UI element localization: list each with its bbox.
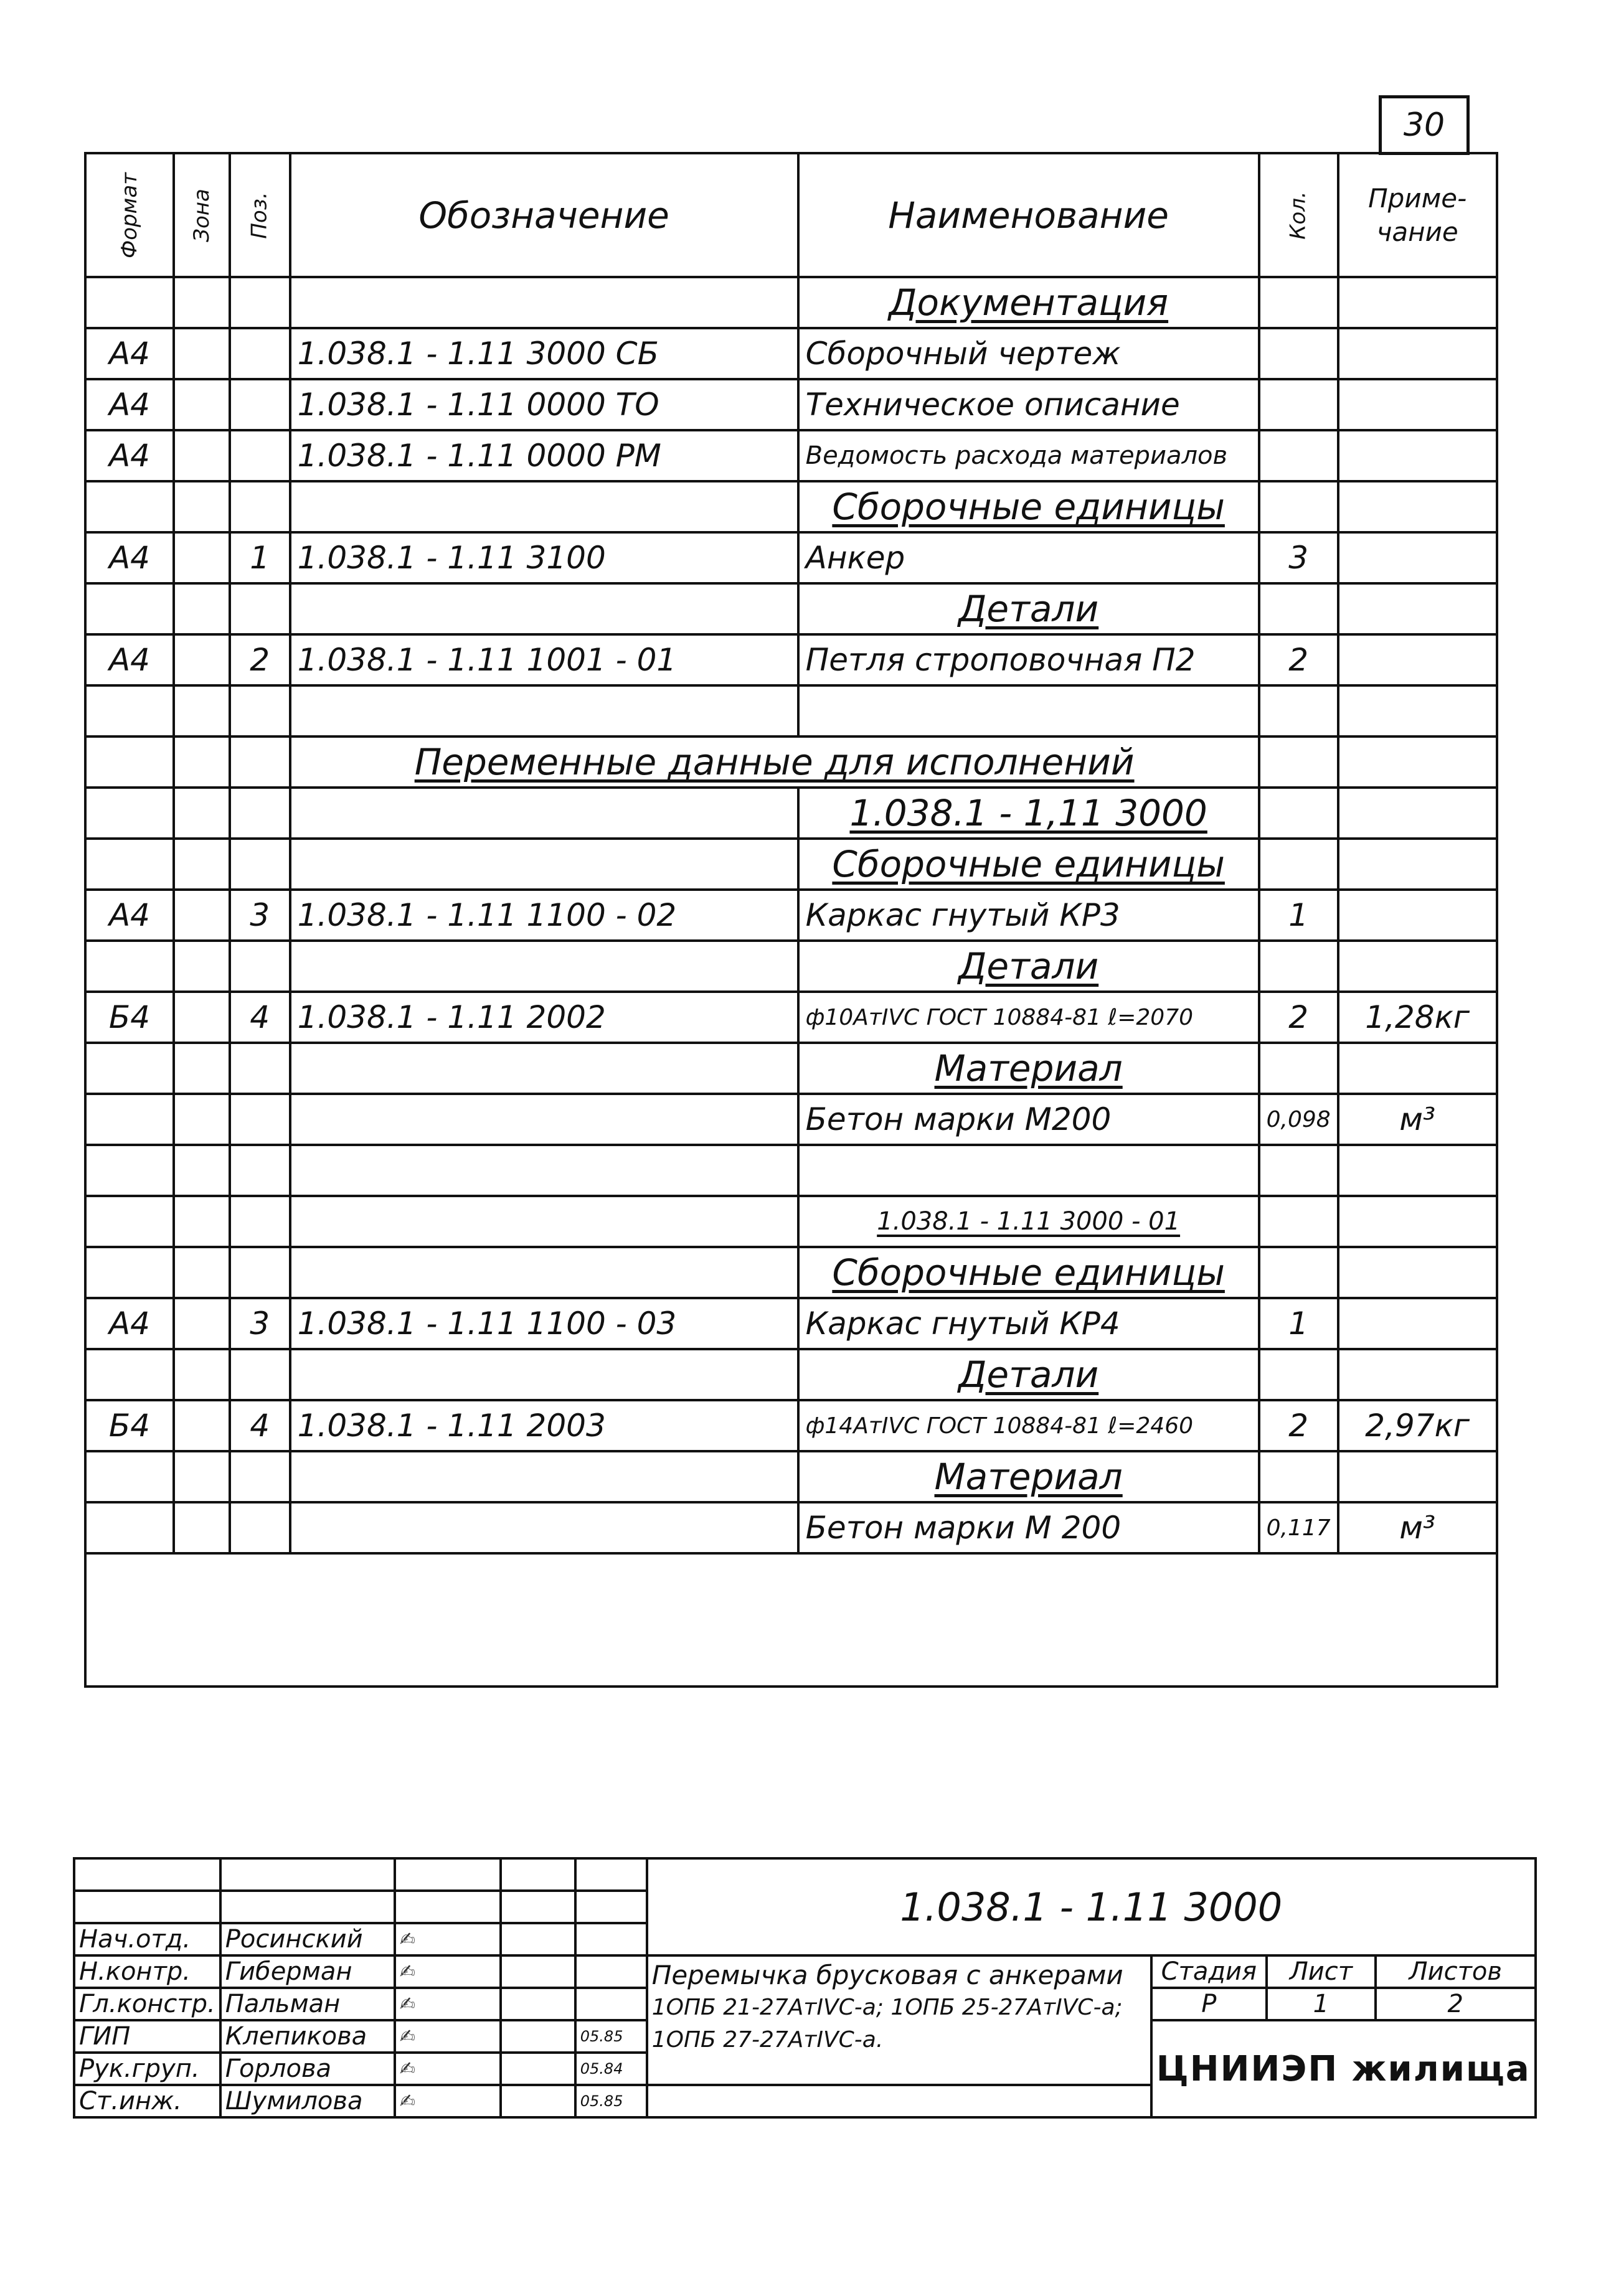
cell-note: [1338, 583, 1497, 634]
sheets-value: 2: [1376, 1988, 1536, 2020]
signature: ✍: [395, 2020, 501, 2053]
cell-name: [798, 685, 1259, 736]
stamp-role: Ст.инж.: [74, 2085, 220, 2117]
cell-name: Детали: [798, 941, 1259, 992]
cell-name: Бетон марки М200: [798, 1094, 1259, 1145]
cell-format: [85, 788, 174, 839]
stamp-person-name: Пальман: [220, 1988, 395, 2020]
cell-qty: 0,098: [1259, 1094, 1338, 1145]
cell-pos: [230, 277, 290, 328]
stamp-role: ГИП: [74, 2020, 220, 2053]
cell-designation: [290, 481, 798, 532]
title-line: Перемычка брусковая с анкерами: [651, 1960, 1123, 1990]
cell-note: [1338, 379, 1497, 430]
cell-designation: [290, 1145, 798, 1196]
cell-zone: [174, 1196, 230, 1247]
cell-qty: [1259, 430, 1338, 481]
empty-area: [85, 1553, 1497, 1687]
cell-zone: [174, 736, 230, 788]
cell-pos: [230, 379, 290, 430]
cell-format: [85, 1196, 174, 1247]
cell-format: [85, 839, 174, 890]
cell-pos: [230, 1145, 290, 1196]
cell-qty: [1259, 1043, 1338, 1094]
stamp-person-name: Гиберман: [220, 1955, 395, 1988]
document-code: 1.038.1 - 1.11 3000: [647, 1858, 1536, 1955]
cell-pos: [230, 1247, 290, 1298]
table-row: [85, 1400, 1497, 1451]
signature: ✍: [395, 1955, 501, 1988]
cell-note: [1338, 1298, 1497, 1349]
cell-pos: [230, 1502, 290, 1553]
cell-pos: [230, 1043, 290, 1094]
cell-pos: [230, 583, 290, 634]
cell-note: [1338, 1145, 1497, 1196]
cell-designation: [290, 1094, 798, 1145]
cell-zone: [174, 1298, 230, 1349]
cell-note: [1338, 941, 1497, 992]
cell-zone: [174, 1349, 230, 1400]
stamp-date: 05.85: [575, 2085, 647, 2117]
cell-zone: [174, 992, 230, 1043]
stamp-role: Рук.груп.: [74, 2053, 220, 2085]
cell-note: [1338, 481, 1497, 532]
cell-pos: [230, 941, 290, 992]
cell-pos: 4: [230, 992, 290, 1043]
cell-note: [1338, 788, 1497, 839]
cell-format: А4: [85, 532, 174, 583]
stamp-role: Н.контр.: [74, 1955, 220, 1988]
cell-pos: [230, 736, 290, 788]
cell-zone: [174, 328, 230, 379]
stamp-date: [575, 1988, 647, 2020]
cell-note: [1338, 634, 1497, 685]
cell-qty: 3: [1259, 532, 1338, 583]
stamp-person-row: [74, 1955, 1536, 1988]
cell-zone: [174, 1502, 230, 1553]
cell-name: Каркас гнутый КР4: [798, 1298, 1259, 1349]
cell-zone: [174, 941, 230, 992]
cell-note: [1338, 1451, 1497, 1502]
table-row: [85, 277, 1497, 328]
cell-name: Техническое описание: [798, 379, 1259, 430]
cell-format: [85, 1451, 174, 1502]
cell-zone: [174, 890, 230, 941]
cell-pos: 2: [230, 634, 290, 685]
cell-name: 1.038.1 - 1.11 3000 - 01: [798, 1196, 1259, 1247]
cell-designation: [290, 1502, 798, 1553]
variable-data-heading-text: Переменные данные для исполнений: [414, 741, 1135, 783]
table-row: [85, 532, 1497, 583]
cell-format: А4: [85, 1298, 174, 1349]
subtitle-line-1: 1ОПБ 21-27АтIVС-а; 1ОПБ 25-27АтIVС-а;: [651, 1995, 1123, 2020]
cell-designation: [290, 1043, 798, 1094]
stamp-date: [575, 1923, 647, 1955]
cell-designation: 1.038.1 - 1.11 1001 - 01: [290, 634, 798, 685]
table-row: [85, 583, 1497, 634]
cell-qty: [1259, 1451, 1338, 1502]
cell-note: [1338, 1349, 1497, 1400]
header-zone: Зона: [174, 153, 230, 277]
stamp-person-name: Шумилова: [220, 2085, 395, 2117]
cell-zone: [174, 1400, 230, 1451]
cell-designation: [290, 1451, 798, 1502]
header-format: Формат: [85, 153, 174, 277]
cell-pos: [230, 328, 290, 379]
organization: ЦНИИЭП жилища: [1151, 2020, 1536, 2117]
table-row: [85, 941, 1497, 992]
cell-format: [85, 1043, 174, 1094]
stamp-person-name: Клепикова: [220, 2020, 395, 2053]
table-row: [85, 430, 1497, 481]
cell-pos: 3: [230, 890, 290, 941]
cell-format: А4: [85, 634, 174, 685]
signature: ✍: [395, 1923, 501, 1955]
stamp-date: [575, 1955, 647, 1988]
cell-note: м³: [1338, 1094, 1497, 1145]
cell-pos: [230, 839, 290, 890]
cell-pos: [230, 481, 290, 532]
cell-qty: [1259, 583, 1338, 634]
cell-designation: 1.038.1 - 1.11 0000 РМ: [290, 430, 798, 481]
specification-table: [84, 152, 1498, 1688]
cell-designation: [290, 1247, 798, 1298]
table-row: [85, 328, 1497, 379]
cell-note: 2,97кг: [1338, 1400, 1497, 1451]
cell-pos: [230, 788, 290, 839]
cell-qty: [1259, 736, 1338, 788]
table-filler-row: [85, 1553, 1497, 1687]
cell-pos: [230, 1451, 290, 1502]
cell-format: Б4: [85, 992, 174, 1043]
cell-designation: 1.038.1 - 1.11 3000 СБ: [290, 328, 798, 379]
table-row: [85, 1502, 1497, 1553]
cell-designation: [290, 941, 798, 992]
table-row: [85, 736, 1497, 788]
cell-note: [1338, 532, 1497, 583]
stage-label: Стадия: [1151, 1955, 1267, 1988]
cell-name: Материал: [798, 1451, 1259, 1502]
cell-format: [85, 1247, 174, 1298]
cell-zone: [174, 1451, 230, 1502]
cell-designation: [290, 583, 798, 634]
cell-zone: [174, 1145, 230, 1196]
cell-designation: 1.038.1 - 1.11 0000 ТО: [290, 379, 798, 430]
cell-qty: [1259, 379, 1338, 430]
cell-format: А4: [85, 430, 174, 481]
cell-format: Б4: [85, 1400, 174, 1451]
cell-qty: 0,117: [1259, 1502, 1338, 1553]
cell-zone: [174, 1043, 230, 1094]
cell-format: [85, 1502, 174, 1553]
cell-format: А4: [85, 890, 174, 941]
table-row: [85, 1451, 1497, 1502]
cell-designation: 1.038.1 - 1.11 3100: [290, 532, 798, 583]
cell-name: ф10АтIVС ГОСТ 10884-81 ℓ=2070: [798, 992, 1259, 1043]
cell-qty: [1259, 277, 1338, 328]
cell-name: Сборочные единицы: [798, 839, 1259, 890]
cell-name: 1.038.1 - 1,11 3000: [798, 788, 1259, 839]
cell-qty: [1259, 1247, 1338, 1298]
table-row: [85, 1145, 1497, 1196]
sheets-label: Листов: [1376, 1955, 1536, 1988]
cell-name: Бетон марки М 200: [798, 1502, 1259, 1553]
table-row: [85, 634, 1497, 685]
cell-zone: [174, 1094, 230, 1145]
cell-format: [85, 277, 174, 328]
cell-name: Сборочный чертеж: [798, 328, 1259, 379]
cell-qty: [1259, 481, 1338, 532]
cell-qty: [1259, 328, 1338, 379]
cell-designation: 1.038.1 - 1.11 1100 - 02: [290, 890, 798, 941]
stamp-person-name: Горлова: [220, 2053, 395, 2085]
cell-zone: [174, 583, 230, 634]
table-row: [85, 788, 1497, 839]
stamp-role: Гл.констр.: [74, 1988, 220, 2020]
cell-name: Анкер: [798, 532, 1259, 583]
stage-value: Р: [1151, 1988, 1267, 2020]
cell-pos: [230, 685, 290, 736]
cell-qty: 2: [1259, 634, 1338, 685]
cell-name: Документация: [798, 277, 1259, 328]
table-row: [85, 890, 1497, 941]
cell-format: [85, 1349, 174, 1400]
cell-zone: [174, 1247, 230, 1298]
cell-pos: [230, 1349, 290, 1400]
sheet-label: Лист: [1267, 1955, 1376, 1988]
cell-format: [85, 685, 174, 736]
cell-zone: [174, 532, 230, 583]
signature: ✍: [395, 2085, 501, 2117]
cell-designation: [290, 277, 798, 328]
stamp-date: 05.84: [575, 2053, 647, 2085]
cell-name: [798, 1145, 1259, 1196]
cell-format: [85, 583, 174, 634]
cell-note: 1,28кг: [1338, 992, 1497, 1043]
cell-designation: [290, 1349, 798, 1400]
cell-format: [85, 941, 174, 992]
cell-designation: [290, 788, 798, 839]
table-row: [85, 992, 1497, 1043]
title-block: [73, 1857, 1537, 2119]
variable-data-heading: [290, 736, 1259, 788]
cell-qty: [1259, 941, 1338, 992]
table-row: [85, 379, 1497, 430]
table-row: [85, 1043, 1497, 1094]
cell-name: ф14АтIVС ГОСТ 10884-81 ℓ=2460: [798, 1400, 1259, 1451]
signature: ✍: [395, 1988, 501, 2020]
stamp-date: 05.85: [575, 2020, 647, 2053]
cell-note: [1338, 890, 1497, 941]
cell-qty: [1259, 788, 1338, 839]
cell-qty: 2: [1259, 1400, 1338, 1451]
cell-name: Детали: [798, 583, 1259, 634]
stamp-person-name: Росинский: [220, 1923, 395, 1955]
cell-name: Детали: [798, 1349, 1259, 1400]
table-row: [85, 685, 1497, 736]
cell-qty: [1259, 1196, 1338, 1247]
table-row: [85, 1196, 1497, 1247]
cell-zone: [174, 839, 230, 890]
header-name: Наименование: [798, 153, 1259, 277]
cell-designation: 1.038.1 - 1.11 2003: [290, 1400, 798, 1451]
cell-designation: 1.038.1 - 1.11 2002: [290, 992, 798, 1043]
cell-qty: 2: [1259, 992, 1338, 1043]
header-pos: Поз.: [230, 153, 290, 277]
cell-format: А4: [85, 328, 174, 379]
stamp-role: Нач.отд.: [74, 1923, 220, 1955]
cell-name: Материал: [798, 1043, 1259, 1094]
cell-note: [1338, 1043, 1497, 1094]
cell-note: [1338, 736, 1497, 788]
cell-designation: 1.038.1 - 1.11 1100 - 03: [290, 1298, 798, 1349]
cell-name: Сборочные единицы: [798, 481, 1259, 532]
cell-name: Каркас гнутый КР3: [798, 890, 1259, 941]
table-row: [85, 839, 1497, 890]
cell-format: А4: [85, 379, 174, 430]
cell-note: [1338, 1196, 1497, 1247]
cell-designation: [290, 685, 798, 736]
cell-designation: [290, 1196, 798, 1247]
cell-zone: [174, 685, 230, 736]
cell-zone: [174, 481, 230, 532]
cell-pos: [230, 430, 290, 481]
cell-zone: [174, 277, 230, 328]
cell-qty: 1: [1259, 1298, 1338, 1349]
cell-note: [1338, 1247, 1497, 1298]
cell-format: [85, 736, 174, 788]
cell-qty: 1: [1259, 890, 1338, 941]
cell-note: [1338, 430, 1497, 481]
cell-pos: 3: [230, 1298, 290, 1349]
cell-note: [1338, 277, 1497, 328]
cell-zone: [174, 430, 230, 481]
cell-note: м³: [1338, 1502, 1497, 1553]
table-row: [85, 481, 1497, 532]
cell-format: [85, 1145, 174, 1196]
subtitle-line-2: 1ОПБ 27-27АтIVС-а.: [651, 2027, 884, 2053]
header-qty: Кол.: [1259, 153, 1338, 277]
cell-qty: [1259, 839, 1338, 890]
table-row: [85, 1247, 1497, 1298]
cell-name: Сборочные единицы: [798, 1247, 1259, 1298]
header-note: Приме-чание: [1338, 153, 1497, 277]
table-row: [85, 1349, 1497, 1400]
cell-qty: [1259, 685, 1338, 736]
table-header-row: [85, 153, 1497, 277]
document-title: [647, 1955, 1151, 2085]
cell-pos: 4: [230, 1400, 290, 1451]
signature: ✍: [395, 2053, 501, 2085]
cell-note: [1338, 328, 1497, 379]
table-row: [85, 1094, 1497, 1145]
cell-pos: [230, 1094, 290, 1145]
cell-qty: [1259, 1145, 1338, 1196]
cell-format: [85, 481, 174, 532]
cell-pos: [230, 1196, 290, 1247]
sheet-value: 1: [1267, 1988, 1376, 2020]
cell-pos: 1: [230, 532, 290, 583]
cell-note: [1338, 839, 1497, 890]
cell-name: Ведомость расхода материалов: [798, 430, 1259, 481]
table-row: [85, 1298, 1497, 1349]
cell-note: [1338, 685, 1497, 736]
cell-designation: [290, 839, 798, 890]
cell-format: [85, 1094, 174, 1145]
cell-zone: [174, 379, 230, 430]
cell-qty: [1259, 1349, 1338, 1400]
cell-zone: [174, 634, 230, 685]
header-designation: Обозначение: [290, 153, 798, 277]
cell-zone: [174, 788, 230, 839]
cell-name: Петля строповочная П2: [798, 634, 1259, 685]
sheet-number: 30: [1379, 95, 1470, 155]
